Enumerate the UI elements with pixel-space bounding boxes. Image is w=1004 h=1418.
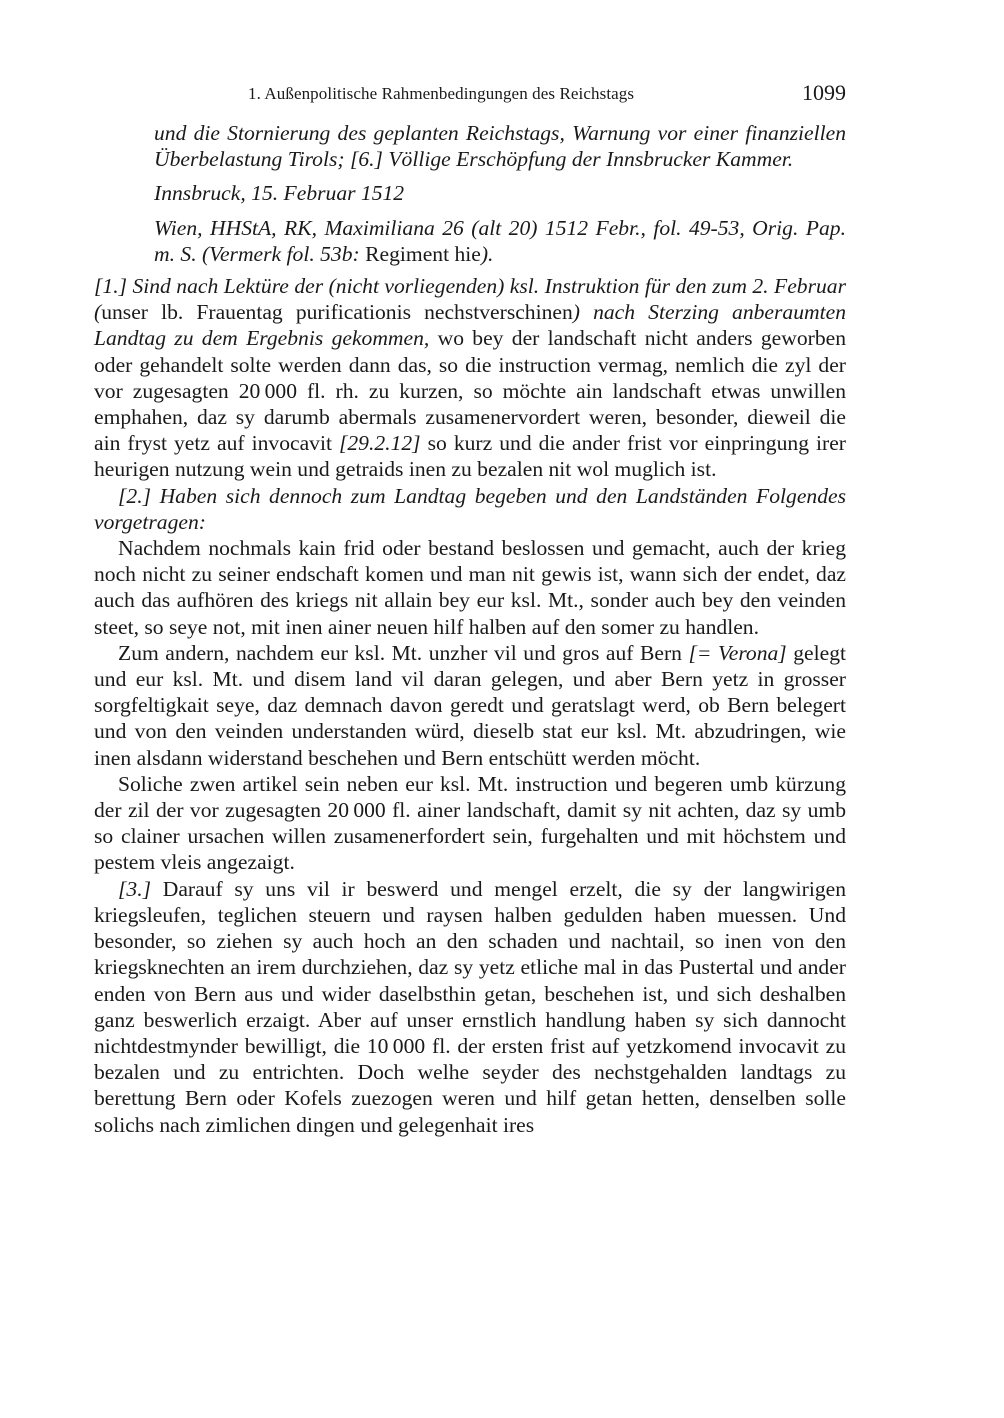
p6-number: [3.]	[118, 876, 152, 901]
p1-text-b: wo bey der landschaft nicht anders geworben oder gehandelt solte werden dann das, so die instruction vermag, nemlich die zyl der vor zugesagten 20 000 fl. rh. zu kurzen, so möchte ain landschaft etwas unwillen emphahen, daz sy darumb abermals zusamenervordert weren, besonder, dieweil die ain fryst yetz auf invocavit	[94, 326, 846, 456]
regest-summary: und die Stornierung des geplanten Reichstags, Warnung vor einer finanziellen Überbelastung Tirols; [6.] Völlige Erschöpfung der Innsbrucker Kammer.	[154, 121, 846, 172]
p4-text-b: gelegt und eur ksl. Mt. und disem land vil daran gelegen, und aber Bern yetz in grosser sorgfeltigkait seye, daz demnach davon geredt und geratslagt werd, ob Bern belegert und von den veinden understanden würd, dieselb stat eur ksl. Mt. abzudringen, wie inen alsdann widerstand beschehen und Bern entschütt werden möcht.	[94, 640, 846, 770]
p4-text-a: Zum andern, nachdem eur ksl. Mt. unzher vil und gros auf Bern	[118, 640, 689, 665]
source-citation: Wien, HHStA, RK, Maximiliana 26 (alt 20) 1512 Febr., fol. 49-53, Orig. Pap. m. S. (Vermerk fol. 53b:	[154, 215, 846, 266]
main-text	[94, 120, 846, 1138]
source-close: ).	[480, 241, 494, 266]
regest-block	[154, 120, 846, 267]
p1-quote-a: unser lb. Frauentag purificationis nechstverschinen	[101, 300, 573, 325]
p1-italic-a: [1.] Sind nach Lektüre der (nicht vorliegenden) ksl. Instruktion für den zum 2. Februar (	[94, 274, 846, 325]
paragraph-2: [2.] Haben sich dennoch zum Landtag begeben und den Landständen Folgendes vorgetragen:	[94, 483, 846, 534]
regest-place-date: Innsbruck, 15. Februar 1512	[154, 181, 405, 206]
paragraph-1	[94, 273, 846, 483]
paragraph-4	[94, 640, 846, 771]
p6-text: Darauf sy uns vil ir beswerd und mengel erzelt, die sy der langwirigen kriegsleufen, teglichen steuern und raysen halben gedulden haben muessen. Und besonder, so ziehen sy auch hoch an den schaden und nachtail, so inen von den kriegsknechten an irem durchziehen, daz sy yetz etliche mal in das Pustertal und ander enden von Bern aus und wider daselbsthin getan, beschehen ist, und sich deshalben ganz beswerlich erzaigt. Aber auf unser ernstlich handlung haben sy sich dannocht nichtdestmynder bewilligt, die 10 000 fl. der ersten frist auf yetzkomend invocavit zu bezalen und zu entrichten. Doch welhe seyder des nechstgehalden landtags zu berettung Bern oder Kofels zuezogen weren und hilf getan hetten, denselben solle solichs nach zimlichen dingen und gelegenhait ires	[94, 876, 846, 1137]
paragraph-3: Nachdem nochmals kain frid oder bestand beslossen und gemacht, auch der krieg noch nicht zu seiner endschaft komen und man nit gewis ist, wann sich der endet, daz auch das aufhören des kriegs nit allain bey eur ksl. Mt., sonder auch bey den veinden steet, so seye not, mit inen ainer neuen hilf halben auf den somer zu handlen.	[94, 536, 846, 639]
p1-italic-b: ) nach Sterzing anberaumten Landtag zu dem Ergebnis gekommen,	[94, 300, 846, 351]
regest-source	[154, 215, 846, 267]
paragraph-5: Soliche zwen artikel sein neben eur ksl. Mt. instruction und begeren umb kürzung der zil der vor zugesagten 20 000 fl. ainer landschaft, damit sy nit achten, daz sy umb so clainer ursachen willen zusamenerfordert sein, furgehalten und mit höchstem und pestem vleis angezaigt.	[94, 771, 846, 875]
running-title: 1. Außenpolitische Rahmenbedingungen des Reichstags	[248, 84, 635, 103]
paragraph-6	[94, 876, 846, 1138]
page-number: 1099	[802, 80, 846, 105]
p1-text-c: so kurz und die ander frist vor einpringung irer heurigen nutzung wein und getraids inen zu bezalen nit wol muglich ist.	[94, 431, 846, 482]
source-quote: Regiment hie	[365, 241, 481, 266]
running-header	[94, 80, 846, 110]
p1-date-note: [29.2.12]	[338, 431, 421, 456]
p4-gloss: [= Verona]	[688, 640, 787, 665]
edition-body	[94, 273, 846, 1138]
